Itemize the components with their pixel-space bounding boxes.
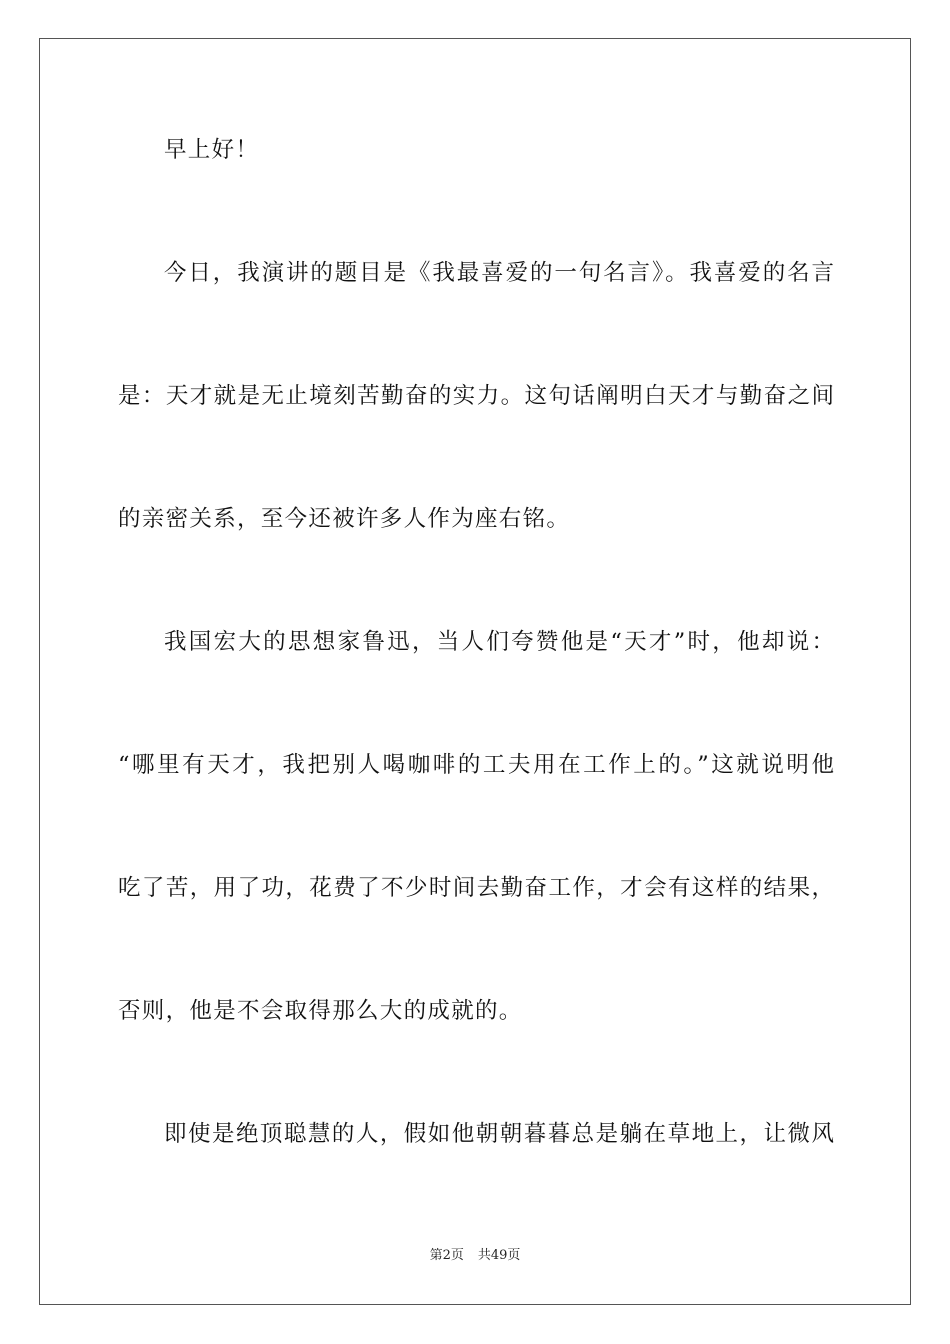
page-footer <box>0 1247 950 1265</box>
page-number: 第2页 <box>429 1248 464 1263</box>
text-line: “哪里有天才，我把别人喝咖啡的工夫用在工作上的。”这就说明他 <box>118 752 834 778</box>
page-total: 共49页 <box>477 1248 521 1263</box>
text-line: 即使是绝顶聪慧的人，假如他朝朝暮暮总是躺在草地上，让微风 <box>164 1121 834 1147</box>
text-line: 的亲密关系，至今还被许多人作为座右铭。 <box>118 506 571 532</box>
text-line: 我国宏大的思想家鲁迅，当人们夸赞他是“天才”时，他却说： <box>164 629 834 655</box>
page-border <box>39 38 911 1305</box>
text-line: 是：天才就是无止境刻苦勤奋的实力。这句话阐明白天才与勤奋之间 <box>118 383 834 409</box>
text-line: 今日，我演讲的题目是《我最喜爱的一句名言》。我喜爱的名言 <box>164 260 834 286</box>
text-line: 否则，他是不会取得那么大的成就的。 <box>118 998 523 1024</box>
text-line: 吃了苦，用了功，花费了不少时间去勤奋工作，才会有这样的结果， <box>118 875 834 901</box>
text-line-greeting: 早上好！ <box>164 137 260 163</box>
